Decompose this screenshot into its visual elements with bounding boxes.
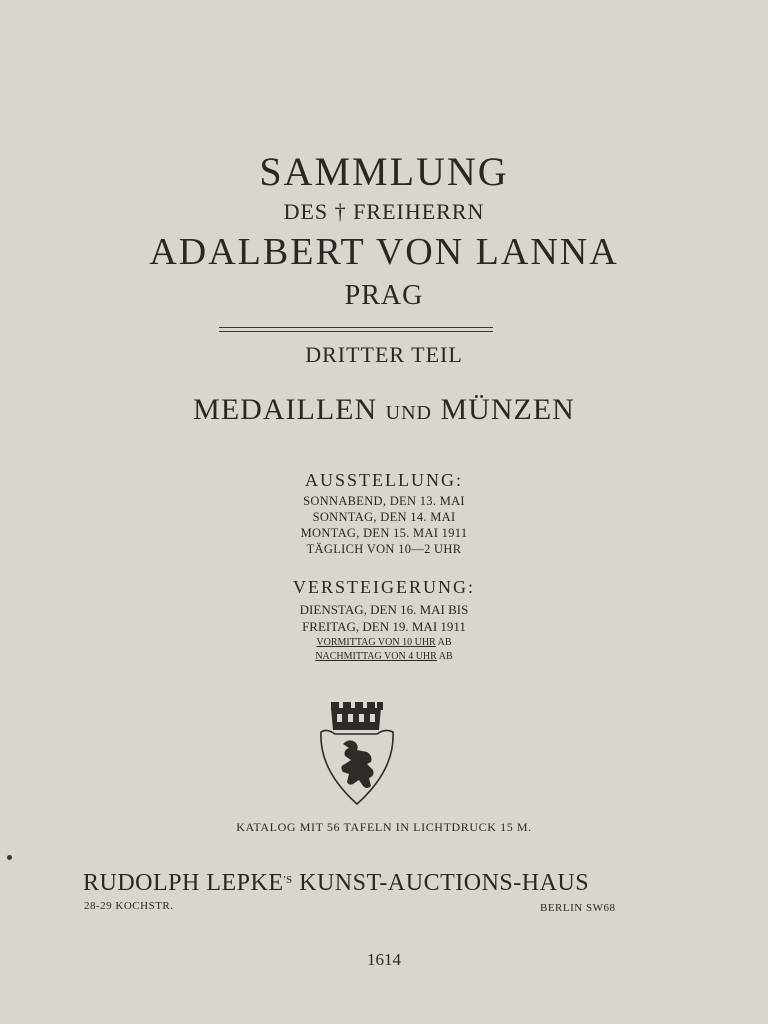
ausstellung-line: SONNTAG, DEN 14. MAI [312,510,456,524]
nachmittag-ab: AB [438,651,453,662]
title-des-freiherrn: DES † FREIHERRN [283,199,485,224]
double-rule-bottom [219,331,493,332]
publisher-address-left: 28-29 KOCHSTR. [84,900,174,912]
publisher-name-a: RUDOLPH LEPKE [83,870,284,896]
ausstellung-line: MONTAG, DEN 15. MAI 1911 [300,526,468,540]
publisher-address-right: BERLIN SW68 [540,902,616,914]
catalog-number: 1614 [367,950,401,969]
subject-und: UND [385,402,432,424]
katalog-note: KATALOG MIT 56 TAFELN IN LICHTDRUCK 15 M. [236,820,532,834]
versteigerung-line: FREITAG, DEN 19. MAI 1911 [302,619,466,634]
vormittag-line [0,637,768,648]
ausstellung-line: SONNABEND, DEN 13. MAI [303,494,465,508]
publisher-name-sup: 'S [283,874,293,886]
subject-b: MÜNZEN [440,393,575,426]
vormittag-ab: AB [437,637,452,648]
margin-dot [7,855,12,860]
berlin-bear-crest-icon [313,700,399,808]
double-rule-top [219,327,493,328]
publisher-name [83,870,589,897]
subject-title [0,393,768,427]
nachmittag-text: NACHMITTAG VON 4 UHR [315,651,437,662]
vormittag-text: VORMITTAG VON 10 UHR [316,637,436,648]
ausstellung-line: TÄGLICH VON 10—2 UHR [306,542,462,556]
ausstellung-heading: AUSSTELLUNG: [305,470,463,490]
publisher-name-b: KUNST-AUCTIONS-HAUS [292,870,590,896]
title-sammlung: SAMMLUNG [259,149,509,194]
title-name: ADALBERT VON LANNA [149,231,619,273]
subject-a: MEDAILLEN [193,393,378,426]
versteigerung-line: DIENSTAG, DEN 16. MAI BIS [299,602,469,617]
part-label: DRITTER TEIL [305,342,463,367]
nachmittag-line [0,651,768,662]
title-city: PRAG [344,280,424,311]
versteigerung-heading: VERSTEIGERUNG: [293,577,475,597]
